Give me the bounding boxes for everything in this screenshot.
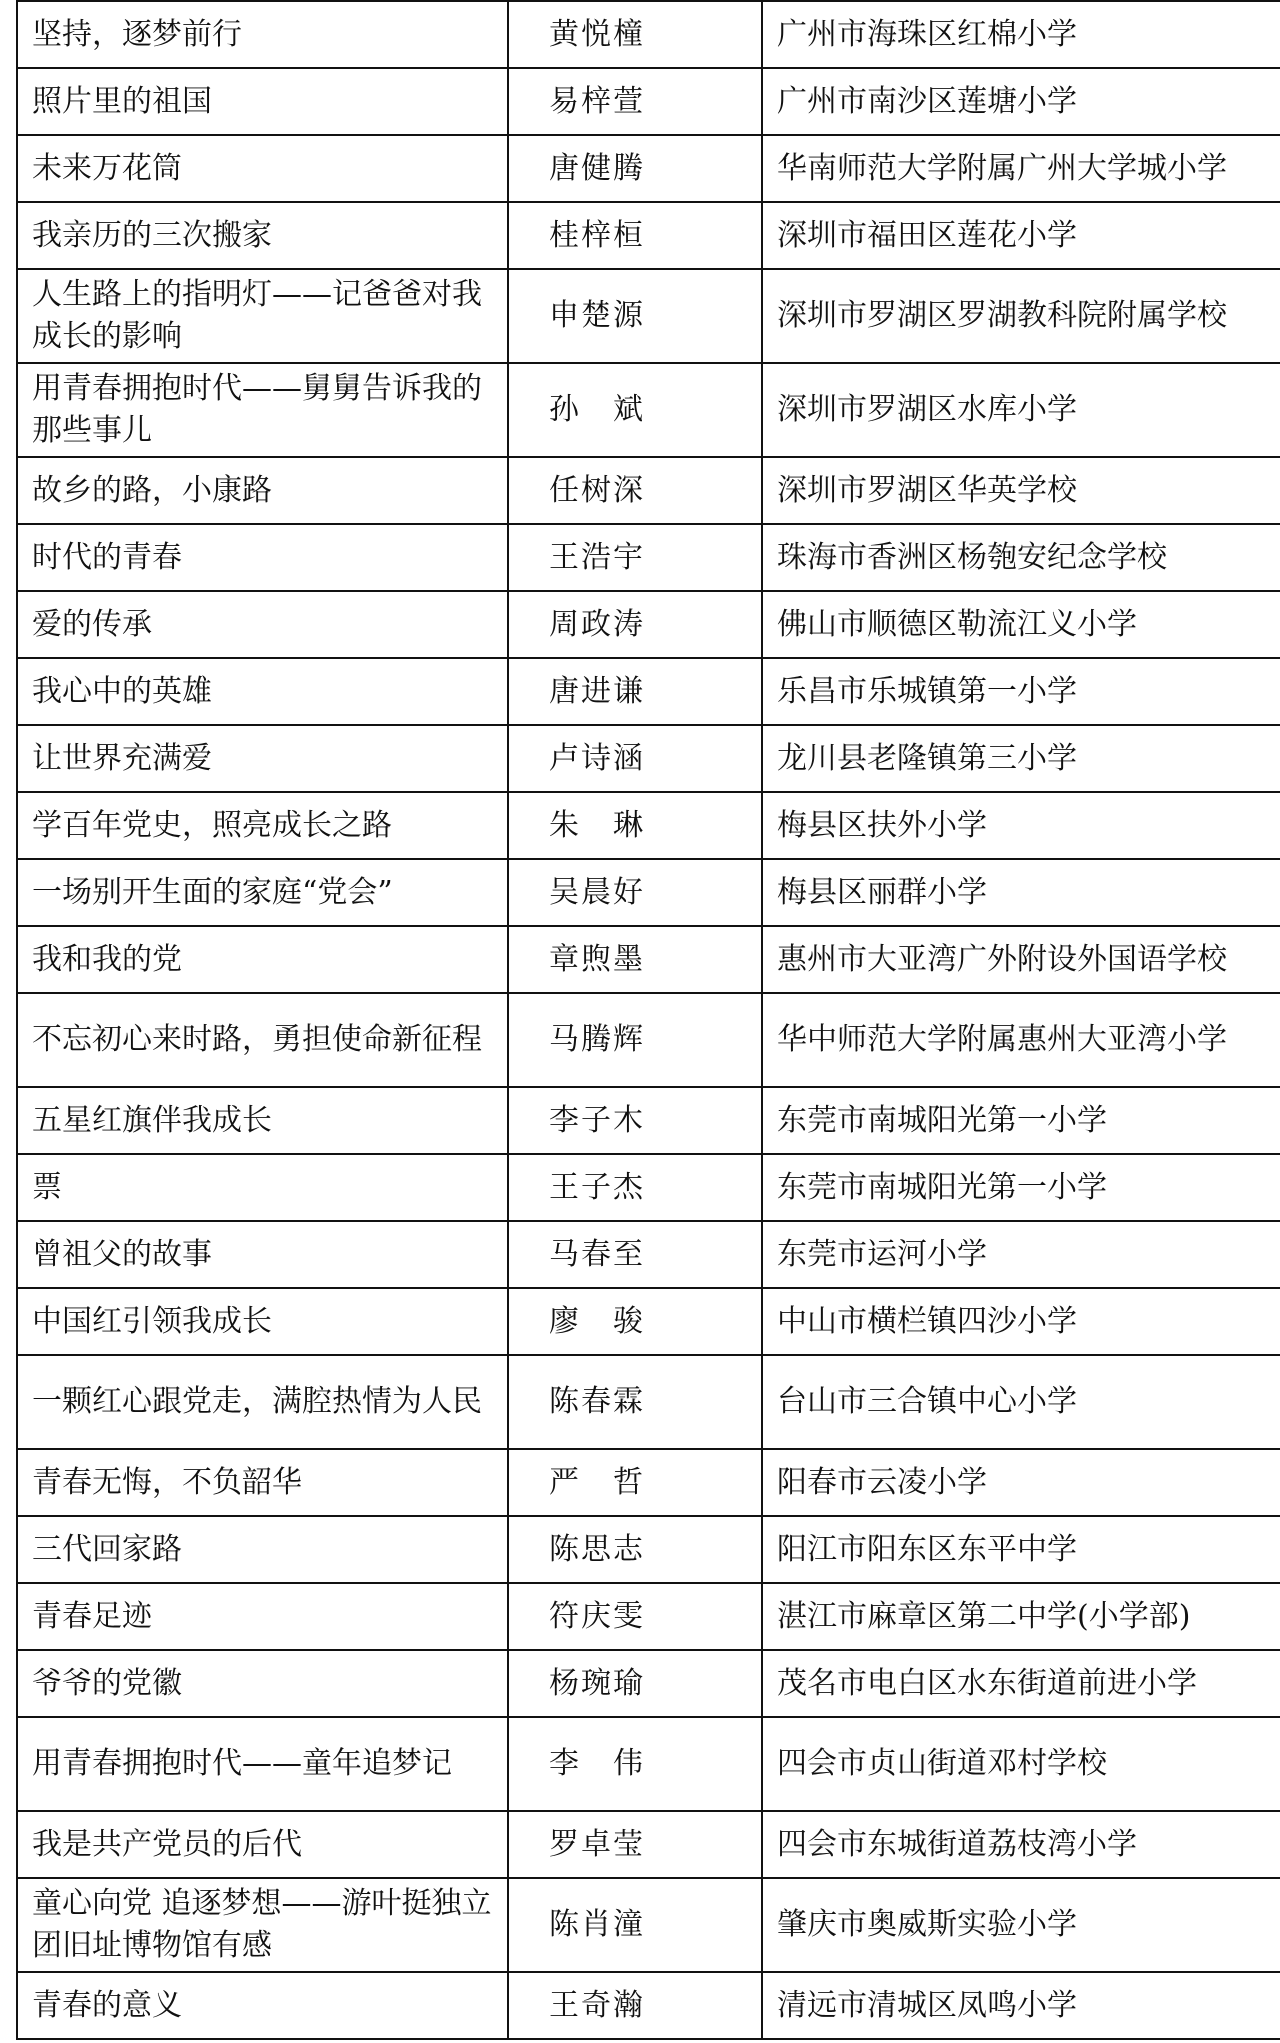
essay-title-cell: 爷爷的党徽 bbox=[17, 1650, 508, 1717]
table-row bbox=[17, 1288, 1280, 1355]
essay-title-cell: 爱的传承 bbox=[17, 591, 508, 658]
author-name-cell: 罗卓莹 bbox=[508, 1811, 762, 1878]
essay-title-cell: 时代的青春 bbox=[17, 524, 508, 591]
essay-title-cell: 我亲历的三次搬家 bbox=[17, 202, 508, 269]
table-row bbox=[17, 725, 1280, 792]
school-name-cell: 梅县区丽群小学 bbox=[762, 859, 1280, 926]
essay-title-cell: 五星红旗伴我成长 bbox=[17, 1087, 508, 1154]
school-name-cell: 惠州市大亚湾广外附设外国语学校 bbox=[762, 926, 1280, 993]
school-name-cell: 广州市海珠区红棉小学 bbox=[762, 1, 1280, 68]
school-name-cell: 深圳市福田区莲花小学 bbox=[762, 202, 1280, 269]
essay-title-cell: 童心向党 追逐梦想——游叶挺独立团旧址博物馆有感 bbox=[17, 1878, 508, 1972]
author-name-cell: 陈思志 bbox=[508, 1516, 762, 1583]
table-row bbox=[17, 363, 1280, 457]
essay-title-cell: 照片里的祖国 bbox=[17, 68, 508, 135]
school-name-cell: 梅县区扶外小学 bbox=[762, 792, 1280, 859]
essay-title-cell: 用青春拥抱时代——童年追梦记 bbox=[17, 1717, 508, 1811]
school-name-cell: 珠海市香洲区杨匏安纪念学校 bbox=[762, 524, 1280, 591]
award-table-body bbox=[17, 1, 1280, 2039]
author-name-cell: 符庆雯 bbox=[508, 1583, 762, 1650]
author-name-cell: 李 伟 bbox=[508, 1717, 762, 1811]
author-name-cell: 吴晨好 bbox=[508, 859, 762, 926]
essay-title-cell: 让世界充满爱 bbox=[17, 725, 508, 792]
table-row bbox=[17, 1449, 1280, 1516]
author-name-cell: 李子木 bbox=[508, 1087, 762, 1154]
school-name-cell: 深圳市罗湖区华英学校 bbox=[762, 457, 1280, 524]
author-name-cell: 杨琬瑜 bbox=[508, 1650, 762, 1717]
table-row bbox=[17, 591, 1280, 658]
essay-title-cell: 故乡的路，小康路 bbox=[17, 457, 508, 524]
school-name-cell: 肇庆市奥威斯实验小学 bbox=[762, 1878, 1280, 1972]
table-row bbox=[17, 524, 1280, 591]
table-row bbox=[17, 1717, 1280, 1811]
author-name-cell: 王浩宇 bbox=[508, 524, 762, 591]
author-name-cell: 周政涛 bbox=[508, 591, 762, 658]
school-name-cell: 中山市横栏镇四沙小学 bbox=[762, 1288, 1280, 1355]
table-row bbox=[17, 1087, 1280, 1154]
school-name-cell: 乐昌市乐城镇第一小学 bbox=[762, 658, 1280, 725]
award-table bbox=[16, 0, 1280, 2040]
author-name-cell: 廖 骏 bbox=[508, 1288, 762, 1355]
school-name-cell: 湛江市麻章区第二中学(小学部) bbox=[762, 1583, 1280, 1650]
author-name-cell: 陈春霖 bbox=[508, 1355, 762, 1449]
table-row bbox=[17, 1516, 1280, 1583]
table-row bbox=[17, 135, 1280, 202]
essay-title-cell: 曾祖父的故事 bbox=[17, 1221, 508, 1288]
essay-title-cell: 未来万花筒 bbox=[17, 135, 508, 202]
essay-title-cell: 我和我的党 bbox=[17, 926, 508, 993]
author-name-cell: 严 哲 bbox=[508, 1449, 762, 1516]
author-name-cell: 孙 斌 bbox=[508, 363, 762, 457]
table-row bbox=[17, 1583, 1280, 1650]
school-name-cell: 阳江市阳东区东平中学 bbox=[762, 1516, 1280, 1583]
school-name-cell: 东莞市运河小学 bbox=[762, 1221, 1280, 1288]
essay-title-cell: 青春的意义 bbox=[17, 1972, 508, 2039]
author-name-cell: 唐健腾 bbox=[508, 135, 762, 202]
author-name-cell: 马春至 bbox=[508, 1221, 762, 1288]
school-name-cell: 四会市贞山街道邓村学校 bbox=[762, 1717, 1280, 1811]
school-name-cell: 华中师范大学附属惠州大亚湾小学 bbox=[762, 993, 1280, 1087]
essay-title-cell: 学百年党史，照亮成长之路 bbox=[17, 792, 508, 859]
school-name-cell: 龙川县老隆镇第三小学 bbox=[762, 725, 1280, 792]
table-row bbox=[17, 1878, 1280, 1972]
essay-title-cell: 不忘初心来时路，勇担使命新征程 bbox=[17, 993, 508, 1087]
essay-title-cell: 青春无悔，不负韶华 bbox=[17, 1449, 508, 1516]
table-row bbox=[17, 68, 1280, 135]
author-name-cell: 朱 琳 bbox=[508, 792, 762, 859]
essay-title-cell: 票 bbox=[17, 1154, 508, 1221]
school-name-cell: 清远市清城区凤鸣小学 bbox=[762, 1972, 1280, 2039]
author-name-cell: 易梓萱 bbox=[508, 68, 762, 135]
table-row bbox=[17, 658, 1280, 725]
table-row bbox=[17, 1650, 1280, 1717]
table-row bbox=[17, 269, 1280, 363]
author-name-cell: 黄悦橦 bbox=[508, 1, 762, 68]
author-name-cell: 陈肖潼 bbox=[508, 1878, 762, 1972]
author-name-cell: 任树深 bbox=[508, 457, 762, 524]
school-name-cell: 东莞市南城阳光第一小学 bbox=[762, 1154, 1280, 1221]
essay-title-cell: 三代回家路 bbox=[17, 1516, 508, 1583]
essay-title-cell: 我心中的英雄 bbox=[17, 658, 508, 725]
author-name-cell: 唐进谦 bbox=[508, 658, 762, 725]
author-name-cell: 王子杰 bbox=[508, 1154, 762, 1221]
school-name-cell: 茂名市电白区水东街道前进小学 bbox=[762, 1650, 1280, 1717]
school-name-cell: 四会市东城街道荔枝湾小学 bbox=[762, 1811, 1280, 1878]
essay-title-cell: 坚持，逐梦前行 bbox=[17, 1, 508, 68]
table-row bbox=[17, 1, 1280, 68]
essay-title-cell: 人生路上的指明灯——记爸爸对我成长的影响 bbox=[17, 269, 508, 363]
school-name-cell: 东莞市南城阳光第一小学 bbox=[762, 1087, 1280, 1154]
table-row bbox=[17, 859, 1280, 926]
school-name-cell: 广州市南沙区莲塘小学 bbox=[762, 68, 1280, 135]
essay-title-cell: 中国红引领我成长 bbox=[17, 1288, 508, 1355]
school-name-cell: 佛山市顺德区勒流江义小学 bbox=[762, 591, 1280, 658]
essay-title-cell: 用青春拥抱时代——舅舅告诉我的那些事儿 bbox=[17, 363, 508, 457]
school-name-cell: 深圳市罗湖区罗湖教科院附属学校 bbox=[762, 269, 1280, 363]
author-name-cell: 申楚源 bbox=[508, 269, 762, 363]
table-row bbox=[17, 993, 1280, 1087]
table-row bbox=[17, 1154, 1280, 1221]
table-row bbox=[17, 457, 1280, 524]
school-name-cell: 台山市三合镇中心小学 bbox=[762, 1355, 1280, 1449]
school-name-cell: 华南师范大学附属广州大学城小学 bbox=[762, 135, 1280, 202]
essay-title-cell: 一场别开生面的家庭“党会” bbox=[17, 859, 508, 926]
school-name-cell: 阳春市云凌小学 bbox=[762, 1449, 1280, 1516]
school-name-cell: 深圳市罗湖区水库小学 bbox=[762, 363, 1280, 457]
essay-title-cell: 一颗红心跟党走，满腔热情为人民 bbox=[17, 1355, 508, 1449]
table-row bbox=[17, 926, 1280, 993]
essay-title-cell: 我是共产党员的后代 bbox=[17, 1811, 508, 1878]
table-row bbox=[17, 1811, 1280, 1878]
essay-title-cell: 青春足迹 bbox=[17, 1583, 508, 1650]
author-name-cell: 王奇瀚 bbox=[508, 1972, 762, 2039]
author-name-cell: 马腾辉 bbox=[508, 993, 762, 1087]
table-row bbox=[17, 792, 1280, 859]
table-row bbox=[17, 202, 1280, 269]
table-row bbox=[17, 1355, 1280, 1449]
author-name-cell: 桂梓桓 bbox=[508, 202, 762, 269]
author-name-cell: 卢诗涵 bbox=[508, 725, 762, 792]
table-row bbox=[17, 1972, 1280, 2039]
table-row bbox=[17, 1221, 1280, 1288]
author-name-cell: 章煦墨 bbox=[508, 926, 762, 993]
